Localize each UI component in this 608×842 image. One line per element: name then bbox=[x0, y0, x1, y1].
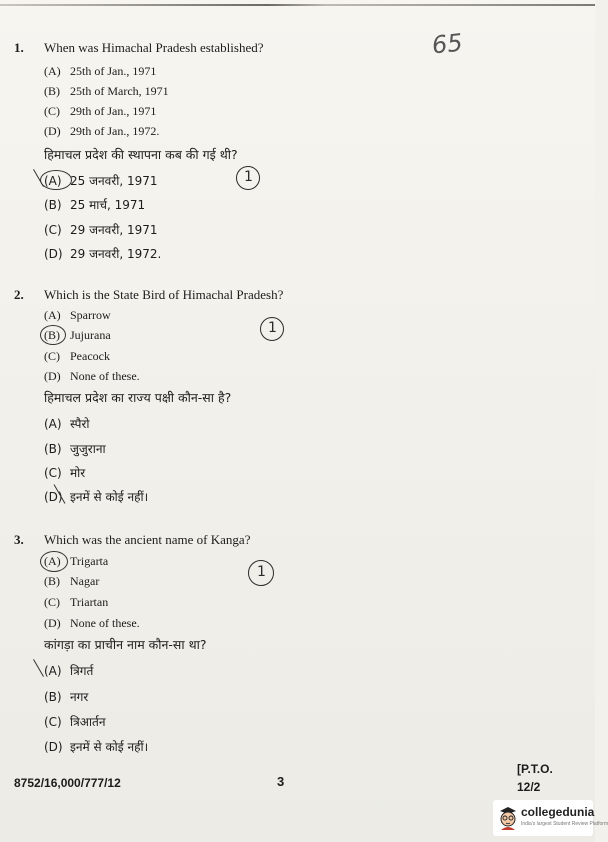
option-text: मोर bbox=[70, 466, 86, 480]
option-label: (C) bbox=[44, 466, 62, 480]
option-label: (A) bbox=[44, 417, 62, 431]
top-edge-line bbox=[0, 4, 595, 6]
option-label: (B) bbox=[44, 442, 62, 456]
option-d-english bbox=[44, 124, 159, 139]
option-text: इनमें से कोई नहीं। bbox=[70, 740, 149, 754]
option-d-english bbox=[44, 616, 140, 631]
option-label: (D) bbox=[44, 490, 63, 504]
option-label: (B) bbox=[44, 690, 62, 704]
option-label: (D) bbox=[44, 247, 63, 261]
option-label: (B) bbox=[44, 328, 60, 342]
option-c-english bbox=[44, 349, 110, 364]
option-text: 25 मार्च, 1971 bbox=[70, 198, 146, 212]
pto-label: [P.T.O. bbox=[517, 762, 553, 776]
option-label: (B) bbox=[44, 574, 60, 588]
mark-digit: 1 bbox=[268, 320, 277, 336]
brand-name: collegedunia bbox=[521, 805, 595, 819]
option-text: नगर bbox=[70, 690, 89, 704]
question-text-hindi: हिमाचल प्रदेश का राज्य पक्षी कौन-सा है? bbox=[44, 390, 232, 405]
option-text: None of these. bbox=[70, 369, 140, 383]
option-text: 25th of Jan., 1971 bbox=[70, 64, 157, 78]
question-number: 3. bbox=[14, 532, 24, 547]
option-c-english bbox=[44, 104, 156, 119]
option-label: (A) bbox=[44, 664, 62, 678]
paper-code: 8752/16,000/777/12 bbox=[14, 776, 121, 790]
option-label: (D) bbox=[44, 369, 61, 383]
question-text-english: When was Himachal Pradesh established? bbox=[44, 40, 264, 55]
option-label: (D) bbox=[44, 616, 61, 630]
mark-digit: 1 bbox=[244, 169, 253, 185]
option-label: (A) bbox=[44, 308, 61, 322]
option-d-hindi bbox=[44, 738, 148, 755]
option-d-hindi bbox=[44, 245, 161, 262]
option-a-english bbox=[44, 308, 111, 323]
option-b-hindi bbox=[44, 196, 145, 213]
handwritten-mark bbox=[260, 317, 284, 341]
option-text: Trigarta bbox=[70, 554, 109, 568]
option-text: Nagar bbox=[70, 574, 100, 588]
option-text: Triartan bbox=[70, 595, 109, 609]
option-text: स्पैरो bbox=[70, 417, 90, 431]
option-text: 29 जनवरी, 1971 bbox=[70, 223, 158, 237]
option-text: None of these. bbox=[70, 616, 140, 630]
cut-off-code: 12/2 bbox=[517, 780, 541, 794]
option-text: त्रिगर्त bbox=[70, 664, 94, 678]
option-text: 29th of Jan., 1972. bbox=[70, 124, 160, 138]
option-b-english bbox=[44, 574, 99, 589]
option-c-hindi bbox=[44, 464, 85, 481]
option-a-english bbox=[44, 64, 156, 79]
answer-tick-mark bbox=[33, 659, 44, 677]
option-text: 29 जनवरी, 1972. bbox=[70, 247, 162, 261]
brand-tagline: India's largest Student Review Platform bbox=[521, 821, 608, 827]
option-label: (C) bbox=[44, 104, 60, 118]
handwritten-score: 65 bbox=[430, 28, 464, 60]
option-label: (C) bbox=[44, 223, 62, 237]
option-text: इनमें से कोई नहीं। bbox=[70, 490, 149, 504]
option-label: (C) bbox=[44, 715, 62, 729]
option-label: (D) bbox=[44, 124, 61, 138]
option-label: (C) bbox=[44, 595, 60, 609]
mark-digit: 1 bbox=[257, 564, 266, 580]
question-number: 1. bbox=[14, 40, 24, 55]
option-c-hindi bbox=[44, 221, 158, 238]
option-d-english bbox=[44, 369, 140, 384]
option-label: (A) bbox=[44, 554, 61, 568]
option-text: Peacock bbox=[70, 349, 110, 363]
handwritten-mark bbox=[248, 560, 274, 586]
question-text-hindi: हिमाचल प्रदेश की स्थापना कब की गई थी? bbox=[44, 147, 238, 162]
option-a-hindi bbox=[44, 415, 90, 432]
question-text-english: Which is the State Bird of Himachal Pradesh? bbox=[44, 287, 284, 302]
option-a-hindi bbox=[44, 662, 93, 679]
option-text: जुजुराना bbox=[70, 442, 106, 456]
question-text-english: Which was the ancient name of Kanga? bbox=[44, 532, 251, 547]
collegedunia-logo bbox=[493, 800, 608, 836]
option-c-hindi bbox=[44, 713, 106, 730]
option-text: Jujurana bbox=[70, 328, 111, 342]
option-text: Sparrow bbox=[70, 308, 111, 322]
handwritten-mark bbox=[236, 166, 260, 190]
option-label: (C) bbox=[44, 349, 60, 363]
option-label: (B) bbox=[44, 198, 62, 212]
option-label: (B) bbox=[44, 84, 60, 98]
question-number: 2. bbox=[14, 287, 24, 302]
option-label: (A) bbox=[44, 64, 61, 78]
answer-circle bbox=[40, 551, 68, 572]
option-label: (A) bbox=[44, 174, 62, 188]
option-b-english bbox=[44, 84, 169, 99]
option-b-hindi bbox=[44, 688, 88, 705]
page-number: 3 bbox=[277, 774, 285, 789]
option-c-english bbox=[44, 595, 108, 610]
question-text-hindi: कांगड़ा का प्राचीन नाम कौन-सा था? bbox=[44, 637, 207, 652]
option-text: त्रिआर्तन bbox=[70, 715, 106, 729]
answer-circle bbox=[40, 170, 72, 190]
option-b-hindi bbox=[44, 440, 106, 457]
answer-circle bbox=[40, 325, 66, 345]
option-text: 29th of Jan., 1971 bbox=[70, 104, 157, 118]
option-label: (D) bbox=[44, 740, 63, 754]
student-face-icon bbox=[497, 804, 519, 830]
option-text: 25th of March, 1971 bbox=[70, 84, 169, 98]
option-text: 25 जनवरी, 1971 bbox=[70, 174, 158, 188]
